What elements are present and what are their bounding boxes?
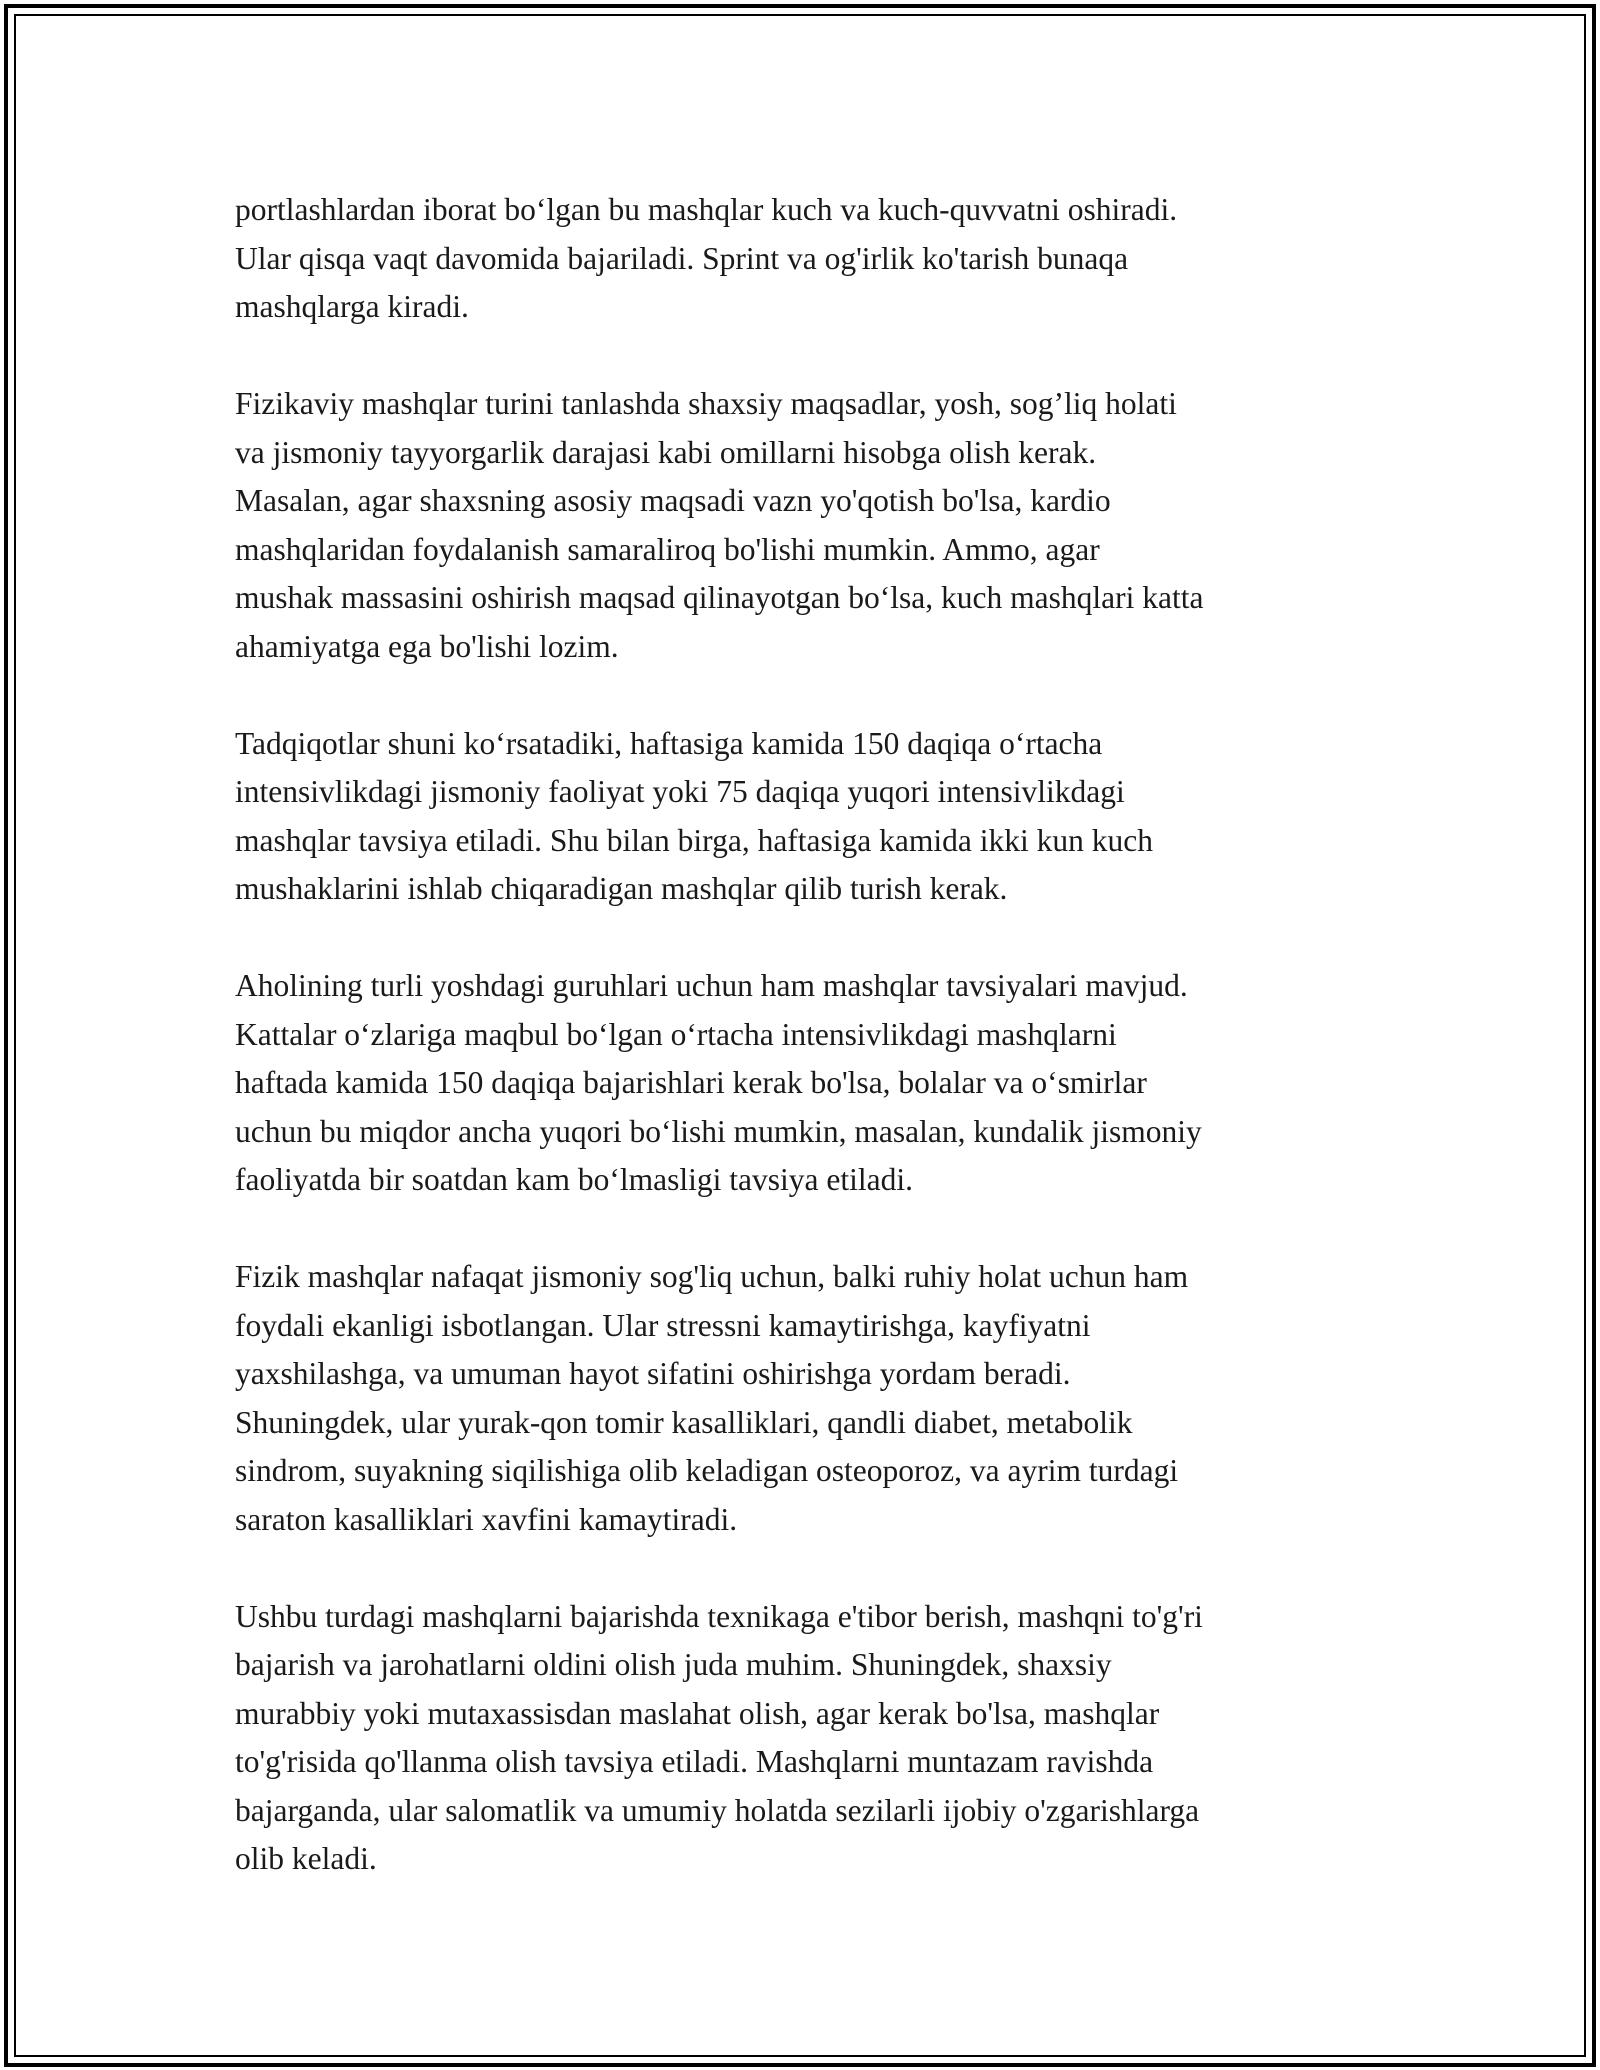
paragraph-2: Fizikaviy mashqlar turini tanlashda shaxsiy maqsadlar, yosh, sog’liq holati va jismoniy tayyorgarlik darajasi kabi omillarni hisobga olish kerak. Masalan, agar shaxsning asosiy maqsadi vazn yo'qotish bo'lsa, kardio mashqlaridan foydalanish samaraliroq bo'lishi mumkin. Ammo, agar mushak massasini oshirish maqsad qilinayotgan boʻlsa, kuch mashqlari katta ahamiyatga ega bo'lishi lozim.	[235, 386, 1204, 664]
paragraph-3: Tadqiqotlar shuni koʻrsatadiki, haftasiga kamida 150 daqiqa oʻrtacha intensivlikdagi jismoniy faoliyat yoki 75 daqiqa yuqori intensivlikdagi mashqlar tavsiya etiladi. Shu bilan birga, haftasiga kamida ikki kun kuch mushaklarini ishlab chiqaradigan mashqlar qilib turish kerak.	[235, 725, 1153, 906]
paragraph-6: Ushbu turdagi mashqlarni bajarishda texnikaga e'tibor berish, mashqni to'g'ri bajarish va jarohatlarni oldini olish juda muhim. Shuningdek, shaxsiy murabbiy yoki mutaxassisdan maslahat olish, agar kerak bo'lsa, mashqlar to'g'risida qo'llanma olish tavsiya etiladi. Mashqlarni muntazam ravishda bajarganda, ular salomatlik va umumiy holatda sezilarli ijobiy o'zgarishlarga olib keladi.	[235, 1598, 1203, 1876]
paragraph-1: portlashlardan iborat boʻlgan bu mashqlar kuch va kuch-quvvatni oshiradi. Ular qisqa vaqt davomida bajariladi. Sprint va og'irlik ko'tarish bunaqa mashqlarga kiradi.	[235, 192, 1178, 324]
paragraph-5: Fizik mashqlar nafaqat jismoniy sog'liq uchun, balki ruhiy holat uchun ham foydali ekanligi isbotlangan. Ular stressni kamaytirishga, kayfiyatni yaxshilashga, va umuman hayot sifatini oshirishga yordam beradi. Shuningdek, ular yurak-qon tomir kasalliklari, qandli diabet, metabolik sindrom, suyakning siqilishiga olib keladigan osteoporoz, va ayrim turdagi saraton kasalliklari xavfini kamaytiradi.	[235, 1259, 1189, 1537]
paragraph-4: Aholining turli yoshdagi guruhlari uchun ham mashqlar tavsiyalari mavjud. Kattalar oʻzlariga maqbul boʻlgan oʻrtacha intensivlikdagi mashqlarni haftada kamida 150 daqiqa bajarishlari kerak bo'lsa, bolalar va oʻsmirlar uchun bu miqdor ancha yuqori boʻlishi mumkin, masalan, kundalik jismoniy faoliyatda bir soatdan kam boʻlmasligi tavsiya etiladi.	[235, 968, 1202, 1197]
document-body	[235, 186, 1380, 1884]
